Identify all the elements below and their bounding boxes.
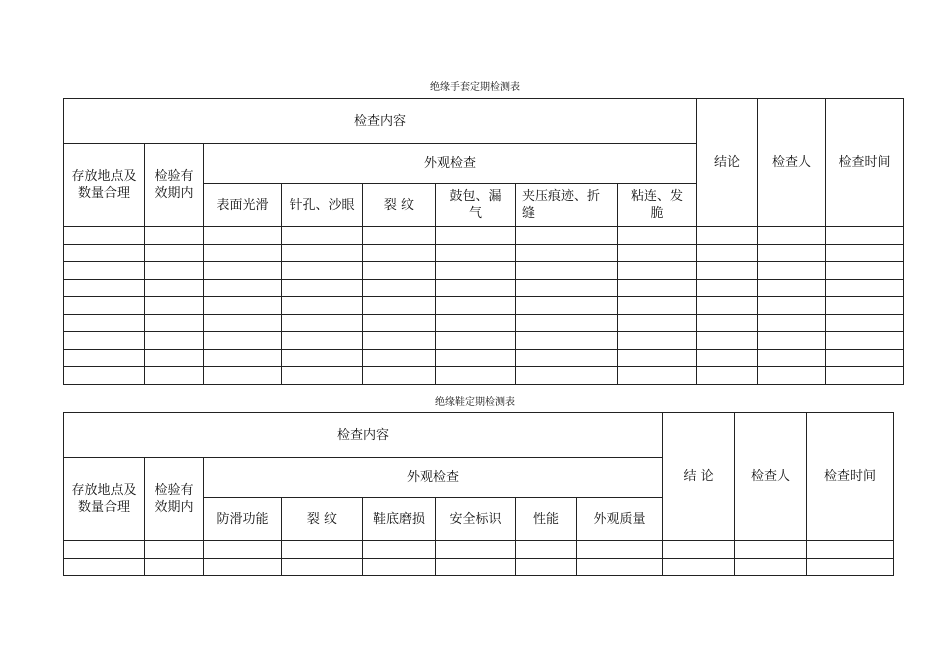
table-cell[interactable]: [282, 227, 363, 245]
table-cell[interactable]: [204, 297, 282, 315]
table-cell[interactable]: [282, 262, 363, 280]
table-row: [64, 314, 904, 332]
table-cell[interactable]: [663, 541, 735, 559]
table-row: [64, 297, 904, 315]
conclusion-header: 结 论: [663, 413, 735, 541]
table-cell[interactable]: [64, 262, 145, 280]
table-cell[interactable]: [145, 297, 204, 315]
item-bulge: 鼓包、漏 气: [436, 184, 516, 227]
table-cell[interactable]: [282, 297, 363, 315]
table-cell[interactable]: [282, 332, 363, 350]
table-cell[interactable]: [436, 332, 516, 350]
table-cell[interactable]: [363, 279, 436, 297]
table-cell[interactable]: [516, 349, 618, 367]
table-cell[interactable]: [807, 541, 894, 559]
content-header: 检查内容: [64, 99, 697, 144]
table-cell[interactable]: [363, 227, 436, 245]
table-cell[interactable]: [618, 332, 697, 350]
table-cell[interactable]: [204, 349, 282, 367]
table-cell[interactable]: [436, 244, 516, 262]
table-cell[interactable]: [618, 279, 697, 297]
table-cell[interactable]: [826, 244, 904, 262]
table-cell[interactable]: [697, 262, 758, 280]
table-cell[interactable]: [618, 227, 697, 245]
table-cell[interactable]: [807, 558, 894, 576]
item-antislip: 防滑功能: [204, 498, 282, 541]
table-cell[interactable]: [758, 262, 826, 280]
table-cell[interactable]: [145, 541, 204, 559]
table-cell[interactable]: [64, 244, 145, 262]
item-crack: 裂 纹: [363, 184, 436, 227]
table-cell[interactable]: [826, 262, 904, 280]
table-cell[interactable]: [758, 367, 826, 385]
table-cell[interactable]: [204, 262, 282, 280]
table-cell[interactable]: [758, 244, 826, 262]
table-cell[interactable]: [64, 367, 145, 385]
table-cell[interactable]: [697, 349, 758, 367]
storage-header: 存放地点及 数量合理: [64, 144, 145, 227]
table-cell[interactable]: [64, 541, 145, 559]
table-cell[interactable]: [697, 367, 758, 385]
table-cell[interactable]: [826, 314, 904, 332]
table-cell[interactable]: [436, 227, 516, 245]
table-row: [64, 558, 894, 576]
table-cell[interactable]: [436, 367, 516, 385]
table-row: [64, 262, 904, 280]
table-cell[interactable]: [697, 332, 758, 350]
table-cell[interactable]: [697, 297, 758, 315]
table-cell[interactable]: [758, 227, 826, 245]
table-cell[interactable]: [436, 558, 516, 576]
table-cell[interactable]: [282, 279, 363, 297]
table-cell[interactable]: [204, 279, 282, 297]
table-cell[interactable]: [64, 332, 145, 350]
table-cell[interactable]: [204, 367, 282, 385]
table-cell[interactable]: [618, 349, 697, 367]
table-cell[interactable]: [282, 314, 363, 332]
item-appearance-quality: 外观质量: [577, 498, 663, 541]
shoes-inspection-table: [63, 412, 894, 576]
validity-header: 检验有 效期内: [145, 144, 204, 227]
table-cell[interactable]: [436, 541, 516, 559]
table-cell[interactable]: [145, 558, 204, 576]
table-cell[interactable]: [758, 297, 826, 315]
table-cell[interactable]: [826, 227, 904, 245]
table-cell[interactable]: [363, 244, 436, 262]
table-cell[interactable]: [204, 558, 282, 576]
table-cell[interactable]: [516, 332, 618, 350]
inspect-time-header: 检查时间: [807, 413, 894, 541]
table-cell[interactable]: [145, 244, 204, 262]
table-cell[interactable]: [64, 279, 145, 297]
table-cell[interactable]: [516, 279, 618, 297]
table-cell[interactable]: [758, 332, 826, 350]
table-cell[interactable]: [363, 541, 436, 559]
table-row: [64, 279, 904, 297]
table-cell[interactable]: [145, 367, 204, 385]
table-cell[interactable]: [363, 332, 436, 350]
table-cell[interactable]: [618, 314, 697, 332]
storage-header: 存放地点及 数量合理: [64, 458, 145, 541]
table-cell[interactable]: [363, 262, 436, 280]
table-cell[interactable]: [735, 541, 807, 559]
table-cell[interactable]: [516, 558, 577, 576]
item-clamp: 夹压痕迹、折 缝: [516, 184, 618, 227]
table-cell[interactable]: [436, 279, 516, 297]
table-cell[interactable]: [204, 227, 282, 245]
table-cell[interactable]: [436, 297, 516, 315]
table-cell[interactable]: [758, 349, 826, 367]
table-cell[interactable]: [697, 314, 758, 332]
table-cell[interactable]: [282, 244, 363, 262]
table-cell[interactable]: [697, 279, 758, 297]
table-cell[interactable]: [145, 349, 204, 367]
table-cell[interactable]: [758, 314, 826, 332]
table-row: [64, 541, 894, 559]
table-cell[interactable]: [618, 262, 697, 280]
table-cell[interactable]: [697, 244, 758, 262]
table-cell[interactable]: [826, 332, 904, 350]
table-cell[interactable]: [758, 279, 826, 297]
appearance-header: 外观检查: [204, 144, 697, 184]
table-cell[interactable]: [826, 367, 904, 385]
inspect-time-header: 检查时间: [826, 99, 904, 227]
table-cell[interactable]: [618, 297, 697, 315]
table-cell[interactable]: [363, 314, 436, 332]
appearance-header: 外观检查: [204, 458, 663, 498]
inspector-header: 检查人: [758, 99, 826, 227]
table-cell[interactable]: [735, 558, 807, 576]
table-row: [64, 367, 904, 385]
table-cell[interactable]: [204, 541, 282, 559]
table-row: [64, 349, 904, 367]
table-cell[interactable]: [618, 244, 697, 262]
table-cell[interactable]: [204, 314, 282, 332]
table-cell[interactable]: [826, 297, 904, 315]
table-cell[interactable]: [577, 558, 663, 576]
table-cell[interactable]: [363, 297, 436, 315]
table-cell[interactable]: [436, 262, 516, 280]
table-row: [64, 332, 904, 350]
table-cell[interactable]: [826, 349, 904, 367]
table-cell[interactable]: [826, 279, 904, 297]
validity-header: 检验有 效期内: [145, 458, 204, 541]
table-cell[interactable]: [436, 349, 516, 367]
table-cell[interactable]: [64, 227, 145, 245]
table-cell[interactable]: [282, 349, 363, 367]
table-cell[interactable]: [363, 349, 436, 367]
table-row: [64, 244, 904, 262]
table-cell[interactable]: [64, 314, 145, 332]
table-cell[interactable]: [145, 227, 204, 245]
inspector-header: 检查人: [735, 413, 807, 541]
item-smooth: 表面光滑: [204, 184, 282, 227]
table-cell[interactable]: [363, 558, 436, 576]
table-cell[interactable]: [282, 367, 363, 385]
table-cell[interactable]: [64, 558, 145, 576]
table-cell[interactable]: [577, 541, 663, 559]
item-crack: 裂 纹: [282, 498, 363, 541]
table-cell[interactable]: [204, 332, 282, 350]
table-cell[interactable]: [363, 367, 436, 385]
table-cell[interactable]: [145, 332, 204, 350]
table-cell[interactable]: [516, 227, 618, 245]
table-cell[interactable]: [516, 367, 618, 385]
item-pinhole: 针孔、沙眼: [282, 184, 363, 227]
item-safety-mark: 安全标识: [436, 498, 516, 541]
item-performance: 性能: [516, 498, 577, 541]
table-cell[interactable]: [282, 541, 363, 559]
item-sticky: 粘连、发 脆: [618, 184, 697, 227]
table-cell[interactable]: [697, 227, 758, 245]
table-cell[interactable]: [516, 314, 618, 332]
shoes-table-title: 绝缘鞋定期检测表: [435, 397, 515, 408]
content-header: 检查内容: [64, 413, 663, 458]
table-cell[interactable]: [145, 279, 204, 297]
table-cell[interactable]: [64, 349, 145, 367]
gloves-table-title: 绝缘手套定期检测表: [430, 82, 520, 93]
gloves-inspection-table: [63, 98, 904, 385]
table-cell[interactable]: [663, 558, 735, 576]
table-row: [64, 227, 904, 245]
table-cell[interactable]: [204, 244, 282, 262]
conclusion-header: 结论: [697, 99, 758, 227]
table-cell[interactable]: [516, 541, 577, 559]
table-cell[interactable]: [516, 297, 618, 315]
table-cell[interactable]: [145, 314, 204, 332]
table-cell[interactable]: [64, 297, 145, 315]
table-cell[interactable]: [618, 367, 697, 385]
table-cell[interactable]: [436, 314, 516, 332]
table-cell[interactable]: [145, 262, 204, 280]
table-cell[interactable]: [516, 244, 618, 262]
table-cell[interactable]: [282, 558, 363, 576]
item-sole-wear: 鞋底磨损: [363, 498, 436, 541]
table-cell[interactable]: [516, 262, 618, 280]
